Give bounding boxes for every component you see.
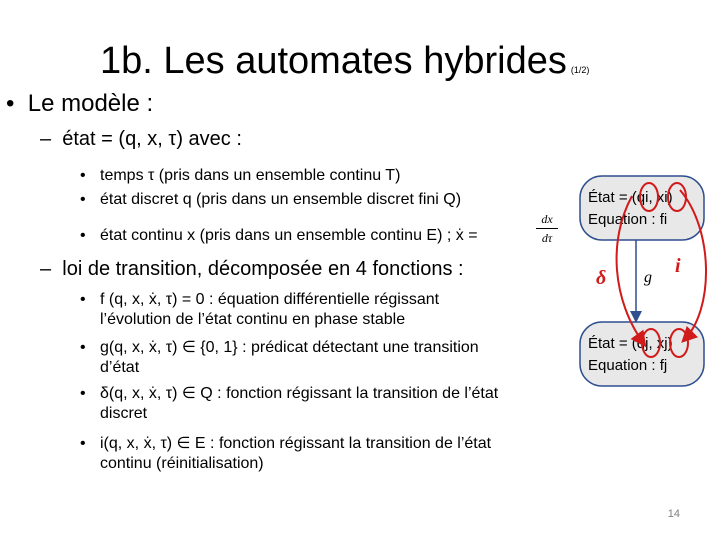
state-bottom-line1: État = (qj, xj) [588,335,673,352]
fraction-numerator: dx [541,212,553,226]
title-main: 1b. Les automates hybrides [100,40,567,82]
i-line1: i(q, x, ẋ, τ) ∈ E : fonction régissant la transition de l’état [100,435,492,452]
bullet-transition-law: – loi de transition, décomposée en 4 fonctions : [40,258,464,280]
state-top-line2: Equation : fi [588,211,668,228]
time-text: temps τ (pris dans un ensemble continu T) [100,167,401,184]
label-i: i [675,255,681,277]
state-bottom-line2: Equation : fj [588,357,668,374]
bullet-model: • Le modèle : [6,90,154,117]
title-part: (1/2) [570,65,590,75]
g-line1: g(q, x, ẋ, τ) ∈ {0, 1} : prédicat détectant une transition [100,339,479,356]
bullet-state-intro: – état = (q, x, τ) avec : [40,128,242,150]
state-top-box [580,176,704,240]
label-g: g [644,269,652,286]
f-line1: f (q, x, ẋ, τ) = 0 : équation différentielle régissant [100,291,440,308]
label-delta: δ [596,267,607,289]
delta-line2: discret [100,405,148,422]
discrete-text: état discret q (pris dans un ensemble discret fini Q) [100,191,462,208]
transition-law-text: loi de transition, décomposée en 4 fonctions : [62,258,464,280]
continuous-text: état continu x (pris dans un ensemble continu E) ; ẋ = [100,227,478,244]
f-line2: l’évolution de l’état continu en phase stable [100,311,406,328]
i-line2: continu (réinitialisation) [100,455,264,472]
g-line2: d’état [100,359,140,376]
slide-number: 14 [667,508,680,520]
delta-line1: δ(q, x, ẋ, τ) ∈ Q : fonction régissant la transition de l’état [100,385,499,402]
state-intro-text: état = (q, x, τ) avec : [62,128,242,150]
fraction-denominator: dτ [541,231,553,245]
state-top-line1: État = (qi, xi) [588,189,673,206]
bullet-model-text: Le modèle : [27,90,154,117]
